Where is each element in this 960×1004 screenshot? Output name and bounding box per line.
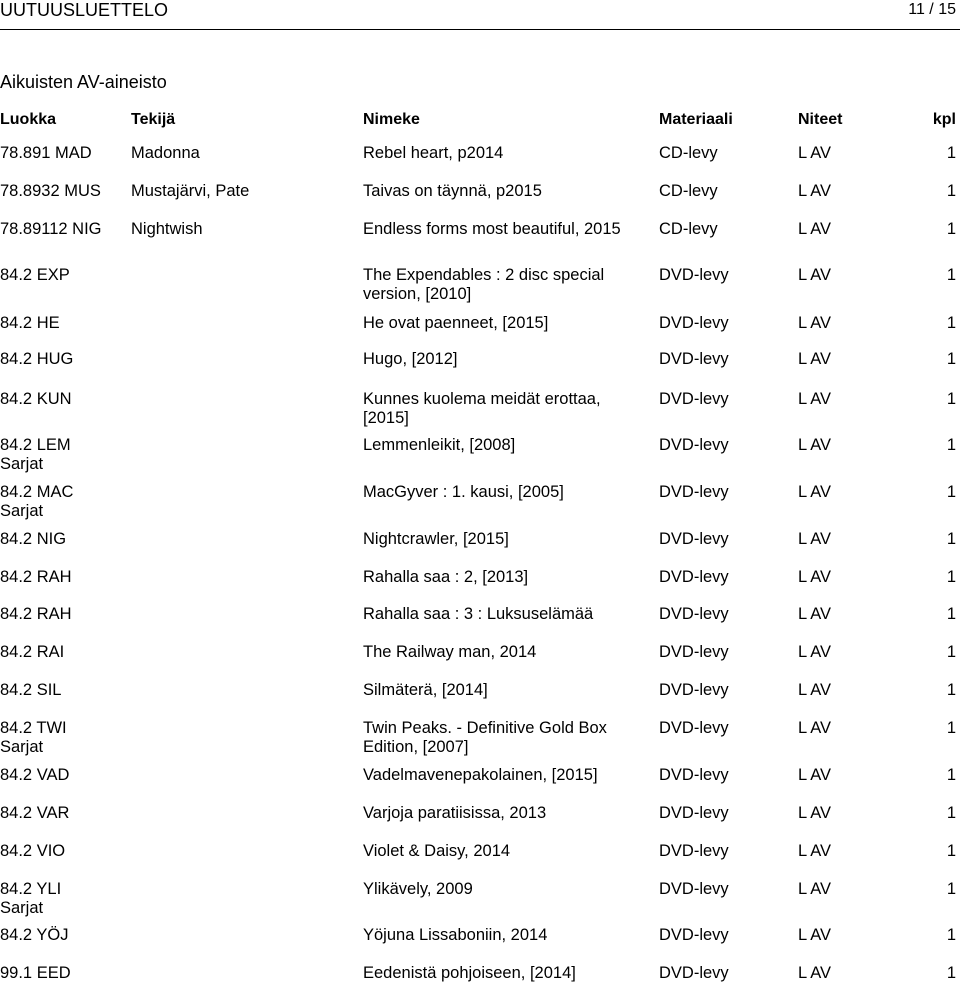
table-row xyxy=(0,182,960,222)
cell-luokka-code: 78.89112 NIG xyxy=(0,220,102,238)
cell-luokka xyxy=(0,842,120,861)
cell-kpl: 1 xyxy=(946,266,956,284)
cell-kpl: 1 xyxy=(946,605,956,623)
cell-materiaali: DVD-levy xyxy=(659,880,729,898)
table-row xyxy=(0,266,960,306)
document-title: UUTUUSLUETTELO xyxy=(0,0,169,20)
table-row xyxy=(0,926,960,966)
cell-sarjat-label: Sarjat xyxy=(0,899,44,917)
cell-nimeke: He ovat paenneet, [2015] xyxy=(363,314,549,332)
cell-luokka xyxy=(0,266,120,285)
cell-materiaali: CD-levy xyxy=(659,220,718,238)
cell-niteet: L AV xyxy=(798,483,832,501)
cell-niteet: L AV xyxy=(798,390,832,408)
cell-kpl: 1 xyxy=(946,568,956,586)
table-row xyxy=(0,350,960,390)
cell-materiaali: DVD-levy xyxy=(659,926,729,944)
cell-nimeke: Rebel heart, p2014 xyxy=(363,144,504,162)
cell-luokka-code: 84.2 TWI xyxy=(0,719,67,737)
cell-luokka-code: 84.2 NIG xyxy=(0,530,67,548)
column-header-luokka: Luokka xyxy=(0,111,57,128)
column-header-nimeke: Nimeke xyxy=(363,111,420,128)
table-row xyxy=(0,681,960,721)
cell-materiaali: DVD-levy xyxy=(659,766,729,784)
cell-materiaali: DVD-levy xyxy=(659,390,729,408)
cell-tekija: Mustajärvi, Pate xyxy=(131,182,250,200)
cell-nimeke: Silmäterä, [2014] xyxy=(363,681,488,699)
cell-materiaali: DVD-levy xyxy=(659,964,729,982)
cell-luokka-code: 84.2 VAD xyxy=(0,766,70,784)
cell-niteet: L AV xyxy=(798,350,832,368)
cell-niteet: L AV xyxy=(798,719,832,737)
cell-luokka xyxy=(0,719,120,757)
cell-luokka-code: 84.2 RAH xyxy=(0,568,72,586)
cell-materiaali: DVD-levy xyxy=(659,350,729,368)
cell-materiaali: DVD-levy xyxy=(659,568,729,586)
cell-luokka-code: 78.8932 MUS xyxy=(0,182,101,200)
cell-luokka xyxy=(0,766,120,785)
table-row xyxy=(0,530,960,570)
cell-kpl: 1 xyxy=(946,643,956,661)
column-header-niteet: Niteet xyxy=(798,111,843,128)
cell-luokka xyxy=(0,436,120,474)
cell-luokka-code: 78.891 MAD xyxy=(0,144,92,162)
cell-kpl: 1 xyxy=(946,926,956,944)
cell-luokka xyxy=(0,350,120,369)
cell-niteet: L AV xyxy=(798,266,832,284)
cell-nimeke: Yöjuna Lissaboniin, 2014 xyxy=(363,926,548,944)
cell-nimeke: Eedenistä pohjoiseen, [2014] xyxy=(363,964,576,982)
cell-luokka-code: 84.2 SIL xyxy=(0,681,62,699)
cell-kpl: 1 xyxy=(946,880,956,898)
table-row xyxy=(0,643,960,683)
cell-luokka xyxy=(0,568,120,587)
cell-nimeke: Varjoja paratiisissa, 2013 xyxy=(363,804,547,822)
table-row xyxy=(0,483,960,523)
column-header-kpl: kpl xyxy=(932,111,956,128)
cell-nimeke: Rahalla saa : 2, [2013] xyxy=(363,568,529,586)
cell-luokka xyxy=(0,926,120,945)
cell-niteet: L AV xyxy=(798,926,832,944)
cell-niteet: L AV xyxy=(798,530,832,548)
table-row xyxy=(0,436,960,476)
cell-kpl: 1 xyxy=(946,530,956,548)
cell-luokka-code: 84.2 YLI xyxy=(0,880,62,898)
cell-luokka xyxy=(0,964,120,983)
cell-luokka-code: 84.2 RAH xyxy=(0,605,72,623)
cell-kpl: 1 xyxy=(946,182,956,200)
cell-sarjat-label: Sarjat xyxy=(0,502,44,520)
cell-nimeke: Violet & Daisy, 2014 xyxy=(363,842,511,860)
cell-materiaali: DVD-levy xyxy=(659,842,729,860)
column-header-tekija: Tekijä xyxy=(131,111,176,128)
cell-materiaali: DVD-levy xyxy=(659,436,729,454)
cell-niteet: L AV xyxy=(798,842,832,860)
cell-luokka-code: 84.2 YÖJ xyxy=(0,926,69,944)
page-number: 11 / 15 xyxy=(908,1,956,18)
cell-niteet: L AV xyxy=(798,436,832,454)
cell-luokka-code: 84.2 HUG xyxy=(0,350,74,368)
cell-materiaali: DVD-levy xyxy=(659,643,729,661)
cell-materiaali: CD-levy xyxy=(659,182,718,200)
cell-luokka xyxy=(0,144,120,163)
cell-nimeke: The Expendables : 2 disc special version, [2010] xyxy=(363,266,605,303)
header-rule xyxy=(0,29,960,30)
cell-luokka-code: 99.1 EED xyxy=(0,964,71,982)
cell-nimeke: Vadelmavenepakolainen, [2015] xyxy=(363,766,598,784)
cell-kpl: 1 xyxy=(946,719,956,737)
cell-luokka xyxy=(0,804,120,823)
cell-luokka xyxy=(0,483,120,521)
cell-materiaali: DVD-levy xyxy=(659,266,729,284)
cell-luokka xyxy=(0,220,120,239)
cell-kpl: 1 xyxy=(946,964,956,982)
cell-kpl: 1 xyxy=(946,681,956,699)
cell-niteet: L AV xyxy=(798,681,832,699)
cell-luokka xyxy=(0,314,120,333)
cell-nimeke: Lemmenleikit, [2008] xyxy=(363,436,516,454)
cell-luokka-code: 84.2 VIO xyxy=(0,842,66,860)
cell-niteet: L AV xyxy=(798,804,832,822)
cell-niteet: L AV xyxy=(798,643,832,661)
cell-nimeke: Twin Peaks. - Definitive Gold Box Edition, [2007] xyxy=(363,719,607,756)
cell-luokka xyxy=(0,681,120,700)
cell-luokka-code: 84.2 VAR xyxy=(0,804,70,822)
cell-materiaali: DVD-levy xyxy=(659,314,729,332)
cell-nimeke: Rahalla saa : 3 : Luksuselämää xyxy=(363,605,594,623)
cell-kpl: 1 xyxy=(946,804,956,822)
cell-luokka xyxy=(0,182,120,201)
cell-nimeke: Hugo, [2012] xyxy=(363,350,458,368)
cell-luokka-code: 84.2 EXP xyxy=(0,266,70,284)
cell-kpl: 1 xyxy=(946,314,956,332)
table-row xyxy=(0,568,960,608)
cell-niteet: L AV xyxy=(798,605,832,623)
cell-luokka-code: 84.2 LEM xyxy=(0,436,71,454)
cell-kpl: 1 xyxy=(946,483,956,501)
cell-kpl: 1 xyxy=(946,436,956,454)
cell-nimeke: Ylikävely, 2009 xyxy=(363,880,473,898)
table-row xyxy=(0,964,960,1004)
cell-kpl: 1 xyxy=(946,842,956,860)
table-row xyxy=(0,144,960,184)
cell-luokka xyxy=(0,880,120,918)
cell-materiaali: DVD-levy xyxy=(659,804,729,822)
cell-niteet: L AV xyxy=(798,314,832,332)
cell-kpl: 1 xyxy=(946,390,956,408)
table-row xyxy=(0,766,960,806)
cell-niteet: L AV xyxy=(798,144,832,162)
cell-niteet: L AV xyxy=(798,220,832,238)
cell-kpl: 1 xyxy=(946,766,956,784)
column-header-materiaali: Materiaali xyxy=(659,111,733,128)
cell-luokka-code: 84.2 KUN xyxy=(0,390,72,408)
cell-materiaali: DVD-levy xyxy=(659,605,729,623)
cell-materiaali: DVD-levy xyxy=(659,681,729,699)
table-row xyxy=(0,842,960,882)
cell-tekija: Madonna xyxy=(131,144,200,162)
cell-kpl: 1 xyxy=(946,144,956,162)
cell-niteet: L AV xyxy=(798,766,832,784)
table-row xyxy=(0,804,960,844)
cell-sarjat-label: Sarjat xyxy=(0,455,44,473)
cell-materiaali: DVD-levy xyxy=(659,719,729,737)
cell-materiaali: DVD-levy xyxy=(659,483,729,501)
cell-luokka xyxy=(0,605,120,624)
table-row xyxy=(0,314,960,354)
cell-nimeke: Endless forms most beautiful, 2015 xyxy=(363,220,621,238)
cell-niteet: L AV xyxy=(798,964,832,982)
table-row xyxy=(0,390,960,430)
table-row xyxy=(0,880,960,920)
cell-nimeke: MacGyver : 1. kausi, [2005] xyxy=(363,483,564,501)
section-title: Aikuisten AV-aineisto xyxy=(0,72,167,92)
table-row xyxy=(0,605,960,645)
table-row xyxy=(0,719,960,759)
column-header-row xyxy=(0,110,960,130)
cell-niteet: L AV xyxy=(798,182,832,200)
cell-luokka xyxy=(0,643,120,662)
cell-tekija: Nightwish xyxy=(131,220,203,238)
cell-sarjat-label: Sarjat xyxy=(0,738,44,756)
cell-luokka-code: 84.2 HE xyxy=(0,314,60,332)
table-row xyxy=(0,220,960,260)
cell-niteet: L AV xyxy=(798,568,832,586)
cell-luokka xyxy=(0,530,120,549)
cell-nimeke: The Railway man, 2014 xyxy=(363,643,537,661)
cell-materiaali: DVD-levy xyxy=(659,530,729,548)
cell-luokka xyxy=(0,390,120,409)
cell-kpl: 1 xyxy=(946,220,956,238)
cell-nimeke: Nightcrawler, [2015] xyxy=(363,530,509,548)
cell-luokka-code: 84.2 MAC xyxy=(0,483,74,501)
cell-nimeke: Kunnes kuolema meidät erottaa, [2015] xyxy=(363,390,601,427)
cell-luokka-code: 84.2 RAI xyxy=(0,643,65,661)
cell-kpl: 1 xyxy=(946,350,956,368)
cell-nimeke: Taivas on täynnä, p2015 xyxy=(363,182,542,200)
cell-niteet: L AV xyxy=(798,880,832,898)
cell-materiaali: CD-levy xyxy=(659,144,718,162)
